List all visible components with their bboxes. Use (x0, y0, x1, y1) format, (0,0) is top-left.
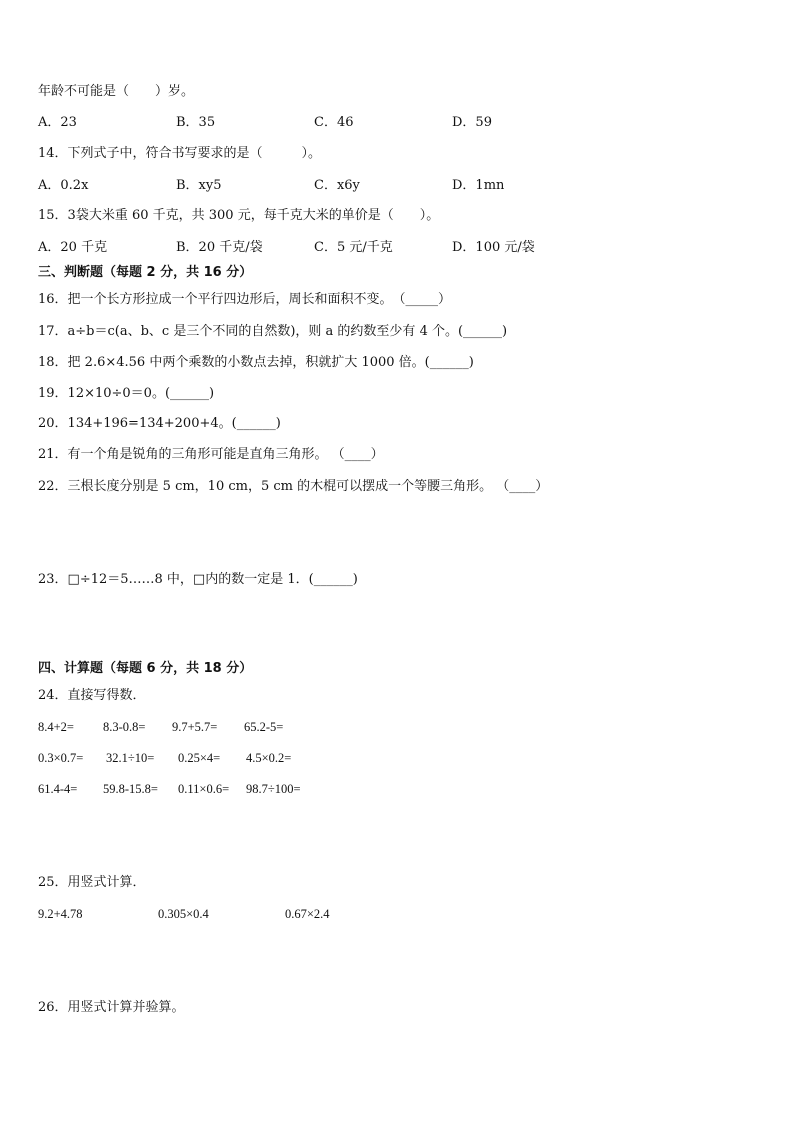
calc-item: 65.2-5= (244, 720, 284, 734)
q18: 18．把 2.6×4.56 中两个乘数的小数点去掉，积就扩大 1000 倍。(______) (38, 355, 474, 370)
q20: 20．134+196=134+200+4。(______) (38, 416, 281, 431)
q21: 21．有一个角是锐角的三角形可能是直角三角形。 （____） (38, 447, 384, 462)
q25-stem: 25．用竖式计算． (38, 875, 146, 890)
calc-item: 4.5×0.2= (246, 751, 292, 765)
q19: 19．12×10÷0＝0。(______) (38, 386, 215, 401)
q13-stem: 年龄不可能是（ ）岁。 (38, 84, 195, 99)
q15-option-d: D．100 元/袋 (452, 240, 535, 255)
q17: 17．a÷b＝c(a、b、c 是三个不同的自然数)，则 a 的约数至少有 4 个。(______) (38, 324, 508, 339)
q14-option-b: B．xy5 (176, 178, 222, 193)
calc-item: 0.305×0.4 (158, 907, 209, 921)
calc-item: 98.7÷100= (246, 782, 301, 796)
q15-option-a: A．20 千克 (38, 240, 108, 255)
q16: 16．把一个长方形拉成一个平行四边形后，周长和面积不变。 （_____） (38, 292, 452, 307)
calc-item: 8.3-0.8= (103, 720, 146, 734)
q23: 23．□÷12＝5……8 中，□内的数一定是 1．(______) (38, 572, 358, 587)
calc-item: 8.4+2= (38, 720, 74, 734)
q26-stem: 26．用竖式计算并验算。 (38, 1000, 185, 1015)
q13-option-d: D．59 (452, 115, 492, 130)
section3-title: 三、判断题（每题 2 分，共 16 分） (38, 265, 253, 280)
q14-option-c: C．x6y (314, 178, 360, 193)
calc-item: 0.3×0.7= (38, 751, 84, 765)
q13-option-a: A．23 (38, 115, 77, 130)
calc-item: 0.25×4= (178, 751, 221, 765)
q15-stem: 15．3袋大米重 60 千克，共 300 元，每千克大米的单价是（ ）。 (38, 208, 440, 223)
calc-item: 9.2+4.78 (38, 907, 83, 921)
q24-stem: 24．直接写得数． (38, 688, 146, 703)
q14-option-a: A．0.2x (38, 178, 89, 193)
section4-title: 四、计算题（每题 6 分，共 18 分） (38, 661, 253, 676)
calc-item: 0.11×0.6= (178, 782, 230, 796)
calc-item: 32.1÷10= (106, 751, 155, 765)
q14-option-d: D．1mn (452, 178, 505, 193)
calc-item: 0.67×2.4 (285, 907, 330, 921)
q13-option-c: C．46 (314, 115, 354, 130)
calc-item: 9.7+5.7= (172, 720, 218, 734)
q14-stem: 14．下列式子中，符合书写要求的是（ ）。 (38, 146, 322, 161)
q22: 22．三根长度分别是 5 cm，10 cm，5 cm 的木棍可以摆成一个等腰三角形。 （____） (38, 479, 549, 494)
calc-item: 59.8-15.8= (103, 782, 158, 796)
q15-option-c: C．5 元/千克 (314, 240, 393, 255)
q13-option-b: B．35 (176, 115, 216, 130)
q15-option-b: B．20 千克/袋 (176, 240, 263, 255)
calc-item: 61.4-4= (38, 782, 78, 796)
